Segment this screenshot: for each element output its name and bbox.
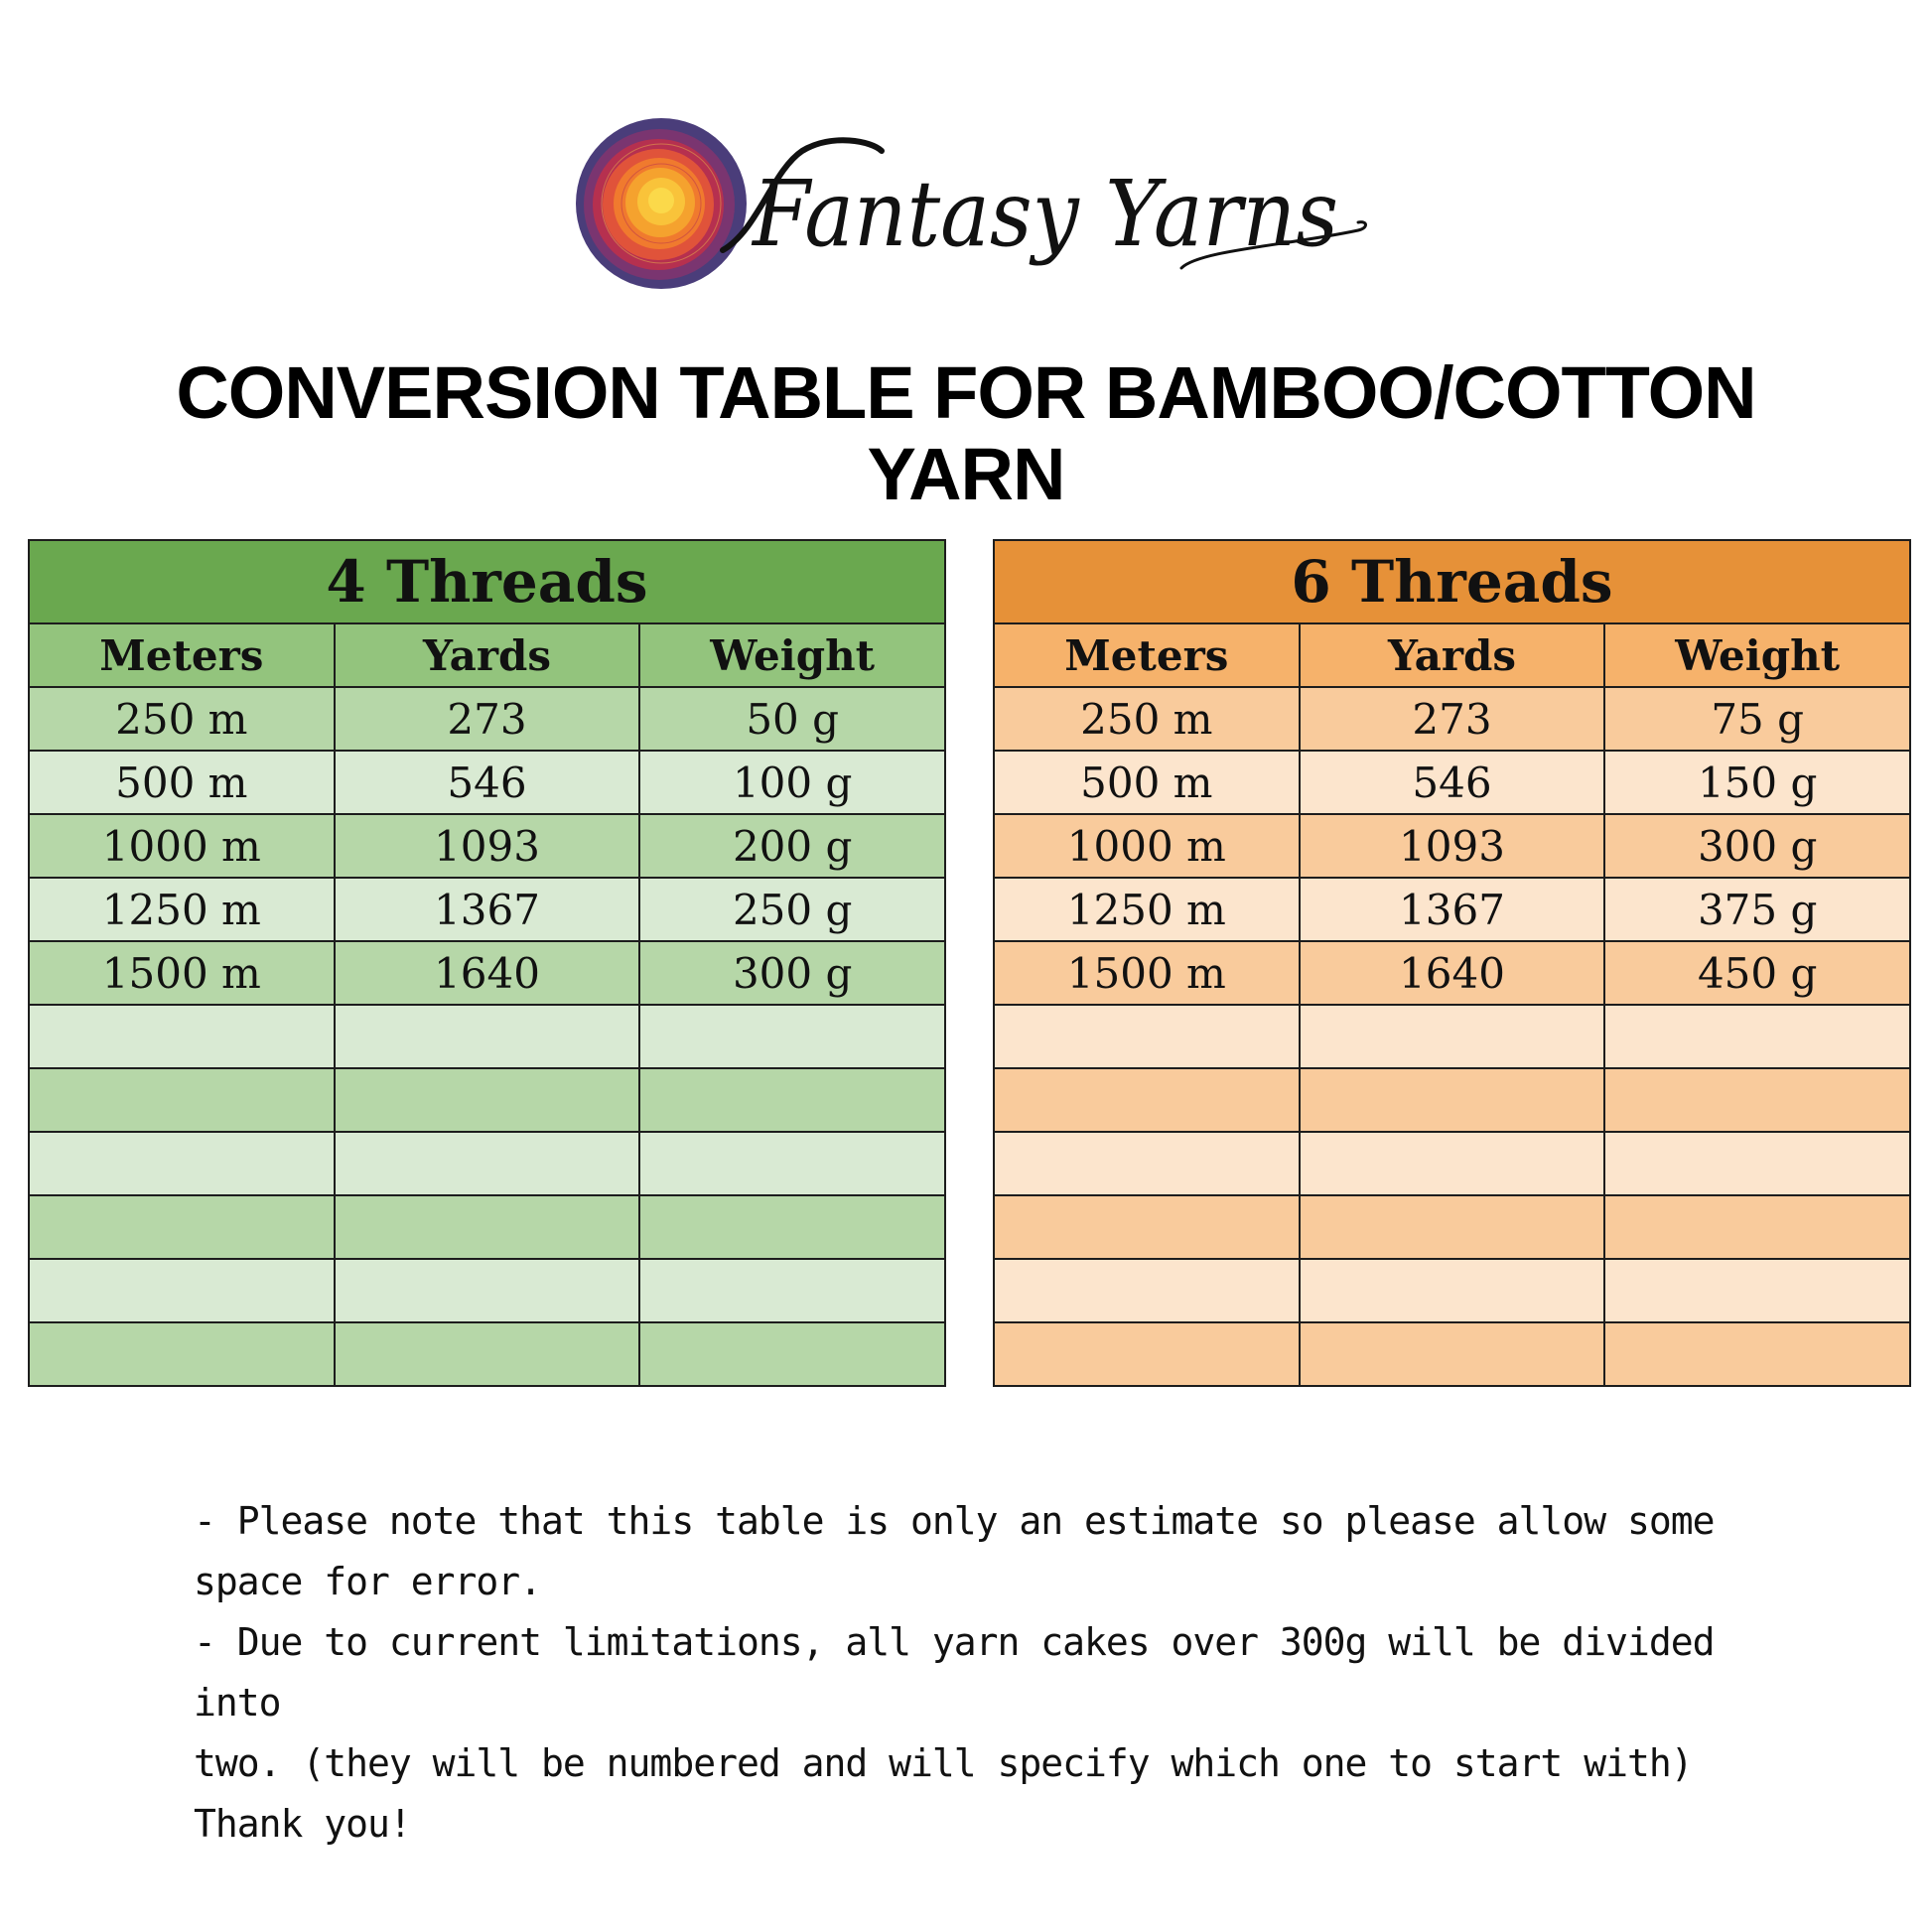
table-row-empty — [29, 1259, 945, 1322]
title-line-1: CONVERSION TABLE FOR BAMBOO/COTTON — [176, 351, 1756, 434]
brand-name: Fantasy Yarns — [751, 161, 1338, 267]
cell-weight — [639, 1195, 945, 1259]
note-line-4: two. (they will be numbered and will specify which one to start with) — [194, 1741, 1693, 1785]
cell-weight: 300 g — [639, 941, 945, 1005]
cell-weight — [639, 1132, 945, 1195]
cell-meters: 250 m — [994, 687, 1300, 751]
table-row — [29, 687, 945, 751]
cell-yards — [335, 1195, 640, 1259]
cell-yards — [1300, 1322, 1605, 1386]
cell-weight: 250 g — [639, 878, 945, 941]
cell-meters: 1500 m — [29, 941, 335, 1005]
cell-weight — [1604, 1259, 1910, 1322]
cell-weight: 375 g — [1604, 878, 1910, 941]
cell-meters — [29, 1132, 335, 1195]
table-title: 6 Threads — [994, 540, 1910, 623]
cell-yards: 546 — [335, 751, 640, 814]
cell-weight: 300 g — [1604, 814, 1910, 878]
table-row — [29, 751, 945, 814]
note-line-3: - Due to current limitations, all yarn cakes over 300g will be divided into — [194, 1620, 1715, 1725]
cell-yards — [335, 1005, 640, 1068]
cell-yards: 1640 — [1300, 941, 1605, 1005]
note-line-2: space for error. — [194, 1560, 542, 1603]
cell-meters — [994, 1259, 1300, 1322]
column-header-yards: Yards — [335, 623, 640, 687]
cell-weight: 450 g — [1604, 941, 1910, 1005]
yarn-ball-icon — [576, 118, 747, 289]
cell-yards: 546 — [1300, 751, 1605, 814]
cell-yards: 1093 — [1300, 814, 1605, 878]
cell-yards — [1300, 1005, 1605, 1068]
table-row — [994, 687, 1910, 751]
cell-meters — [29, 1068, 335, 1132]
cell-yards — [335, 1132, 640, 1195]
cell-yards — [1300, 1195, 1605, 1259]
cell-meters — [994, 1068, 1300, 1132]
cell-yards: 273 — [1300, 687, 1605, 751]
table-row-empty — [994, 1132, 1910, 1195]
cell-meters — [994, 1132, 1300, 1195]
table-row — [994, 751, 1910, 814]
cell-weight — [1604, 1195, 1910, 1259]
cell-weight — [1604, 1068, 1910, 1132]
cell-yards — [1300, 1068, 1605, 1132]
table-row-empty — [994, 1068, 1910, 1132]
cell-meters — [994, 1195, 1300, 1259]
table-row — [994, 814, 1910, 878]
cell-meters — [29, 1195, 335, 1259]
cell-yards: 1640 — [335, 941, 640, 1005]
cell-meters: 500 m — [29, 751, 335, 814]
column-header-meters: Meters — [29, 623, 335, 687]
cell-yards — [335, 1068, 640, 1132]
cell-weight — [639, 1068, 945, 1132]
cell-meters: 1250 m — [994, 878, 1300, 941]
table-row-empty — [29, 1132, 945, 1195]
cell-weight — [639, 1259, 945, 1322]
table-title: 4 Threads — [29, 540, 945, 623]
cell-weight: 150 g — [1604, 751, 1910, 814]
table-row-empty — [994, 1322, 1910, 1386]
table-row — [29, 878, 945, 941]
notes — [194, 1491, 1782, 1855]
cell-weight: 200 g — [639, 814, 945, 878]
cell-meters — [29, 1259, 335, 1322]
cell-yards: 1367 — [335, 878, 640, 941]
column-header-weight: Weight — [1604, 623, 1910, 687]
table-row — [994, 878, 1910, 941]
cell-weight — [1604, 1132, 1910, 1195]
cell-meters: 500 m — [994, 751, 1300, 814]
table-row-empty — [29, 1005, 945, 1068]
cell-meters — [29, 1322, 335, 1386]
cell-meters — [994, 1005, 1300, 1068]
cell-meters: 1250 m — [29, 878, 335, 941]
column-header-yards: Yards — [1300, 623, 1605, 687]
cell-weight: 50 g — [639, 687, 945, 751]
cell-yards — [1300, 1132, 1605, 1195]
column-header-weight: Weight — [639, 623, 945, 687]
table-row-empty — [994, 1195, 1910, 1259]
cell-yards: 1367 — [1300, 878, 1605, 941]
conversion-table-4-threads — [28, 539, 946, 1387]
cell-yards — [1300, 1259, 1605, 1322]
cell-meters: 250 m — [29, 687, 335, 751]
page-title — [60, 352, 1872, 515]
fantasy-yarns-logo — [574, 111, 1368, 300]
table-row-empty — [29, 1322, 945, 1386]
cell-meters — [994, 1322, 1300, 1386]
cell-yards — [335, 1322, 640, 1386]
cell-weight — [1604, 1322, 1910, 1386]
table-row-empty — [994, 1259, 1910, 1322]
cell-weight — [1604, 1005, 1910, 1068]
table-row-empty — [994, 1005, 1910, 1068]
table-row-empty — [29, 1195, 945, 1259]
table-row — [29, 941, 945, 1005]
cell-meters: 1000 m — [994, 814, 1300, 878]
cell-meters: 1500 m — [994, 941, 1300, 1005]
cell-weight — [639, 1322, 945, 1386]
table-row-empty — [29, 1068, 945, 1132]
cell-yards: 273 — [335, 687, 640, 751]
cell-meters: 1000 m — [29, 814, 335, 878]
title-line-2: YARN — [867, 433, 1065, 515]
cell-weight — [639, 1005, 945, 1068]
conversion-table-6-threads — [993, 539, 1911, 1387]
table-row — [29, 814, 945, 878]
table-row — [994, 941, 1910, 1005]
cell-weight: 75 g — [1604, 687, 1910, 751]
column-header-meters: Meters — [994, 623, 1300, 687]
note-line-1: - Please note that this table is only an estimate so please allow some — [194, 1499, 1715, 1543]
cell-yards — [335, 1259, 640, 1322]
cell-yards: 1093 — [335, 814, 640, 878]
cell-meters — [29, 1005, 335, 1068]
cell-weight: 100 g — [639, 751, 945, 814]
note-line-5: Thank you! — [194, 1802, 411, 1846]
